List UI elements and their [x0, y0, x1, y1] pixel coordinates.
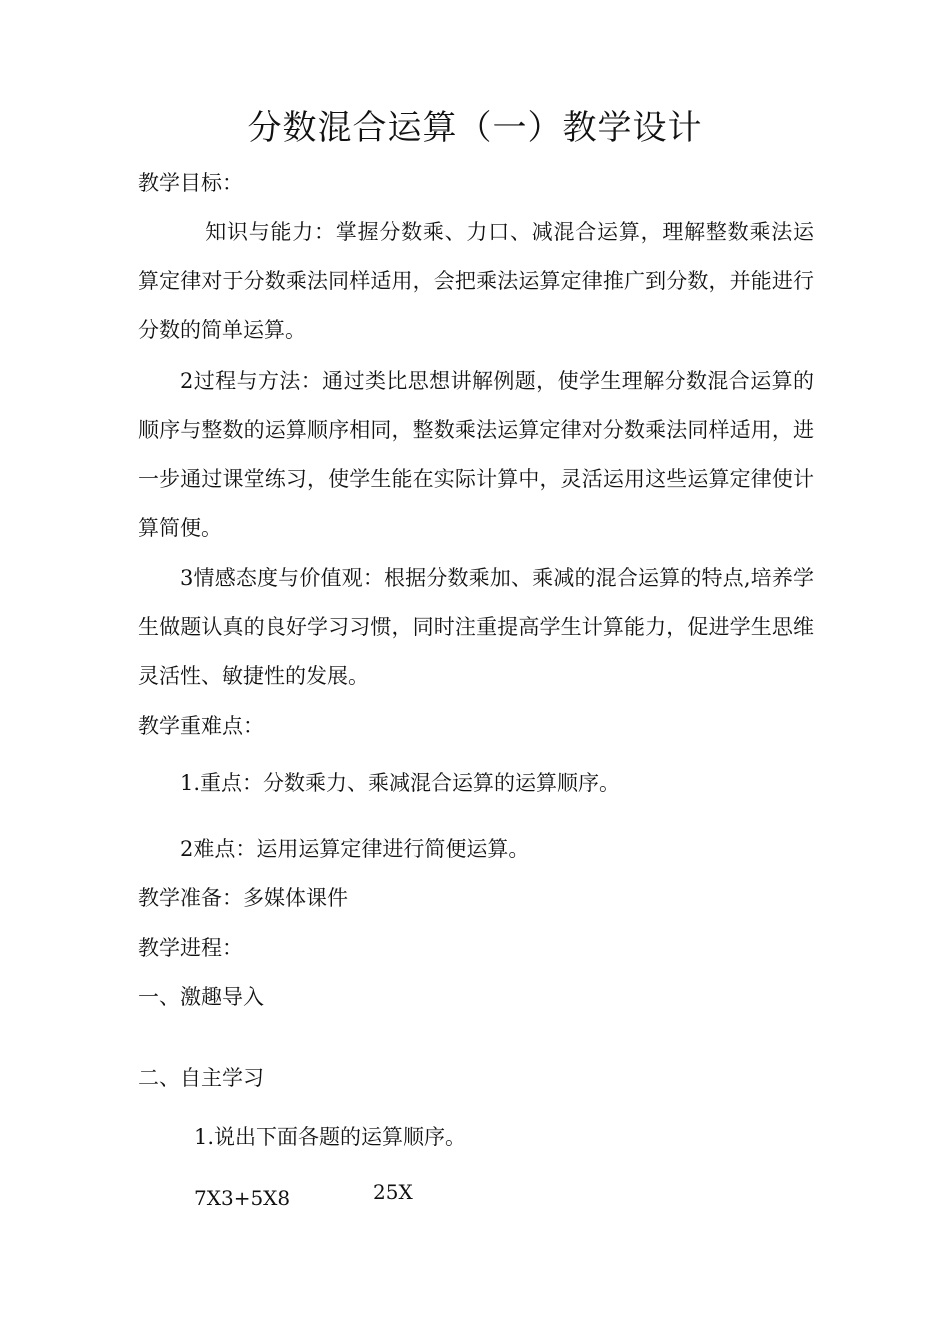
- section-self-study: 二、自主学习: [138, 1066, 264, 1090]
- difficult-point: 2难点：运用运算定律进行简便运算。: [180, 837, 530, 861]
- objectives-heading: 教学目标：: [138, 171, 243, 195]
- expression-1: 7X3+5X8: [194, 1186, 291, 1210]
- question-1: 1.说出下面各题的运算顺序。: [194, 1125, 467, 1149]
- document-title: 分数混合运算（一）教学设计: [247, 108, 703, 148]
- key-point: 1.重点：分数乘力、乘减混合运算的运算顺序。: [180, 771, 621, 795]
- preparation: 教学准备：多媒体课件: [138, 886, 348, 910]
- process-heading: 教学进程：: [138, 936, 243, 960]
- objective-knowledge: 知识与能力：掌握分数乘、力口、减混合运算，理解整数乘法运算定律对于分数乘法同样适用，会把乘法运算定律推广到分数，并能进行分数的简单运算。: [138, 220, 814, 342]
- section-intro: 一、激趣导入: [138, 985, 264, 1009]
- objective-process: 2过程与方法：通过类比思想讲解例题，使学生理解分数混合运算的顺序与整数的运算顺序相同，整数乘法运算定律对分数乘法同样适用，进一步通过课堂练习，使学生能在实际计算中，灵活运用这些运算定律使计算简便。: [138, 369, 814, 540]
- objective-attitude: 3情感态度与价值观：根据分数乘加、乘减的混合运算的特点,培养学生做题认真的良好学习习惯，同时注重提高学生计算能力，促进学生思维灵活性、敏捷性的发展。: [138, 566, 814, 688]
- key-points-heading: 教学重难点：: [138, 714, 264, 738]
- expression-2: 25X: [373, 1180, 413, 1204]
